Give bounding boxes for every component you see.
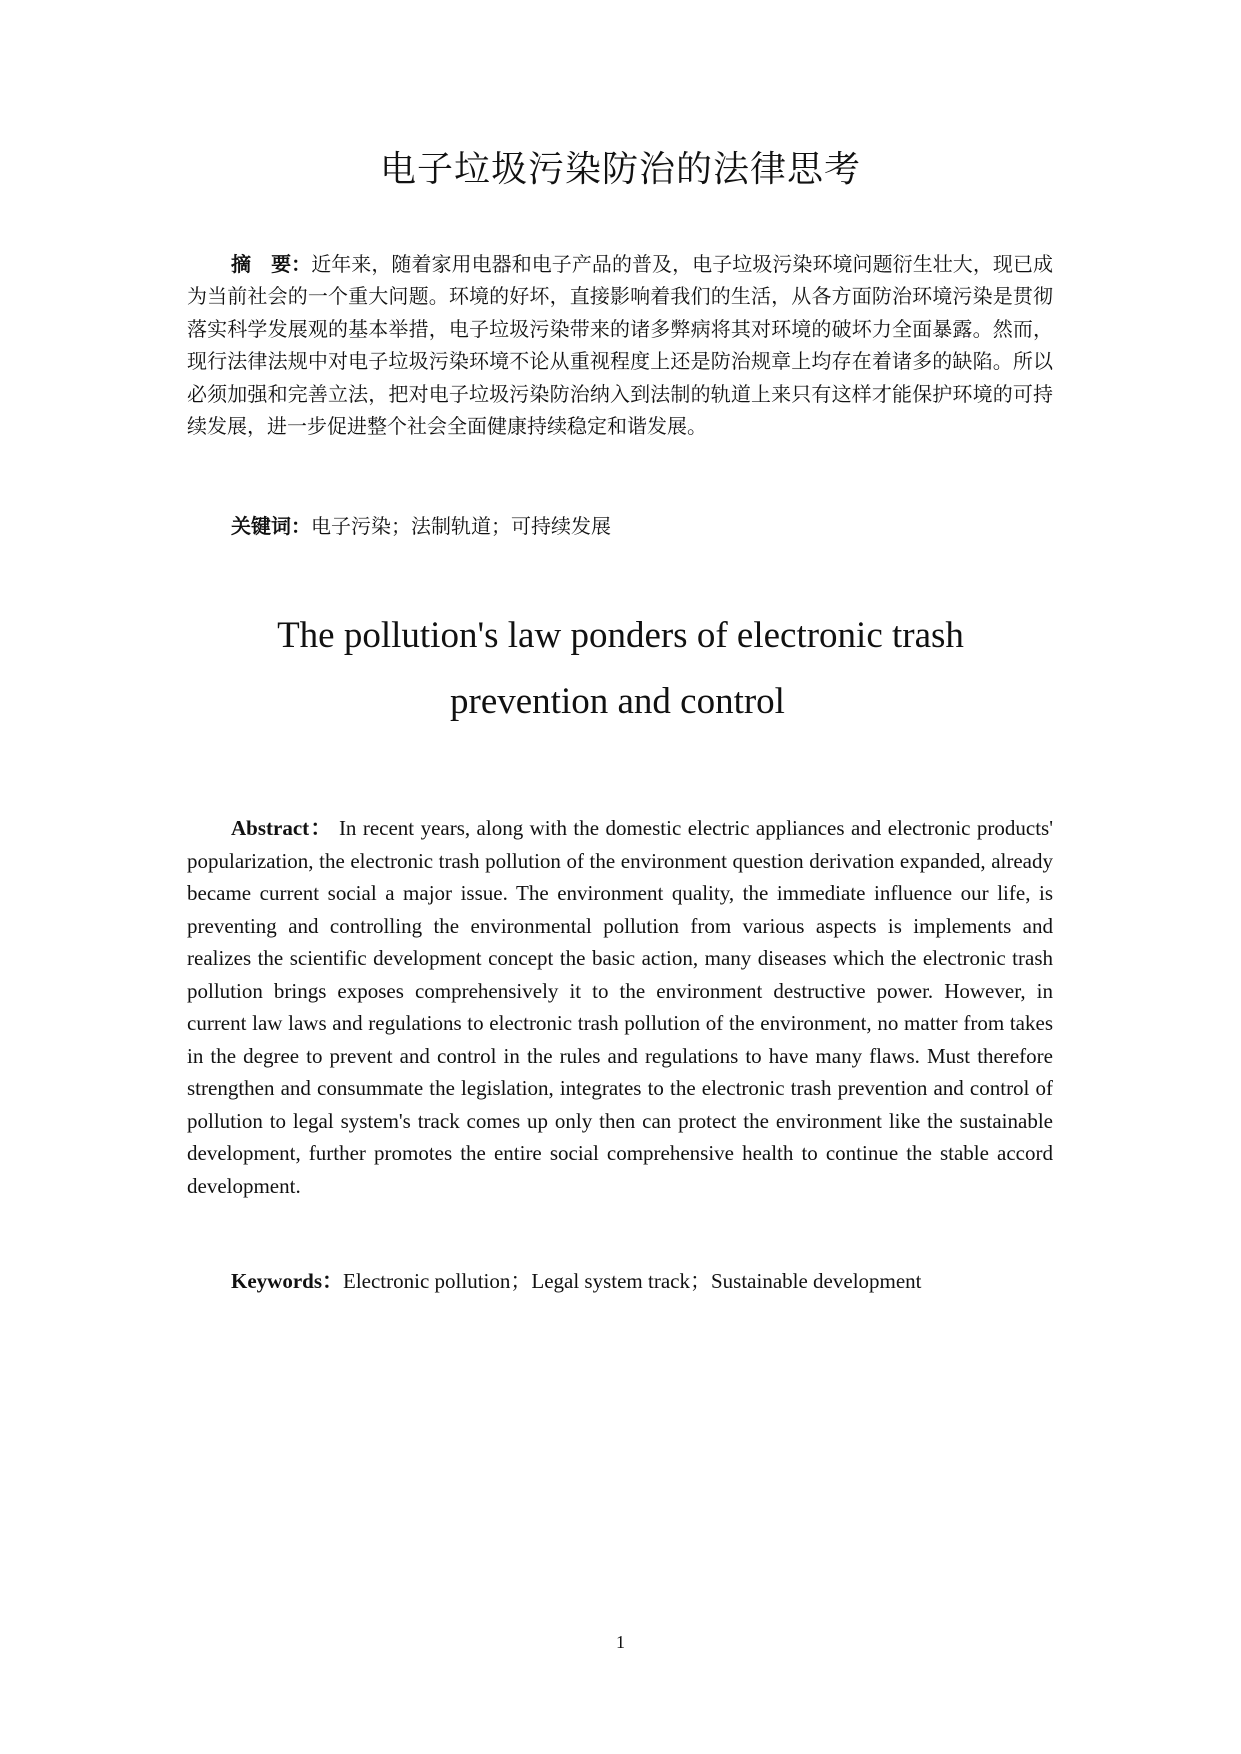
english-keywords-label: Keywords： xyxy=(231,1269,343,1293)
chinese-abstract-label: 摘 要： xyxy=(231,252,312,276)
english-keywords-text: Electronic pollution；Legal system track；Sustainable development xyxy=(343,1269,922,1293)
english-abstract-label: Abstract： xyxy=(231,816,333,840)
english-abstract xyxy=(187,812,1053,1202)
english-abstract-text: In recent years, along with the domestic electric appliances and electronic products' popularization, the electronic trash pollution of the environment question derivation expanded, already became current social a major issue. The environment quality, the immediate influence our life, is preventing and controlling the environmental pollution from various aspects is implements and realizes the scientific development concept the basic action, many diseases which the electronic trash pollution brings exposes comprehensively it to the environment destructive power. However, in current law laws and regulations to electronic trash pollution of the environment, no matter from takes in the degree to prevent and control in the rules and regulations to have many flaws. Must therefore strengthen and consummate the legislation, integrates to the electronic trash prevention and control of pollution to legal system's track comes up only then can protect the environment like the sustainable development, further promotes the entire social comprehensive health to continue the stable accord development. xyxy=(187,816,1054,1198)
chinese-keywords-text: 电子污染；法制轨道；可持续发展 xyxy=(311,514,611,538)
english-title-line-1: The pollution's law ponders of electronic trash xyxy=(277,615,964,656)
english-title xyxy=(0,603,1241,735)
chinese-abstract-text: 近年来，随着家用电器和电子产品的普及，电子垃圾污染环境问题衍生壮大，现已成为当前社会的一个重大问题。环境的好坏，直接影响着我们的生活，从各方面防治环境污染是贯彻落实科学发展观的基本举措，电子垃圾污染带来的诸多弊病将其对环境的破坏力全面暴露。然而，现行法律法规中对电子垃圾污染环境不论从重视程度上还是防治规章上均存在着诸多的缺陷。所以必须加强和完善立法，把对电子垃圾污染防治纳入到法制的轨道上来只有这样才能保护环境的可持续发展，进一步促进整个社会全面健康持续稳定和谐发展。 xyxy=(187,252,1054,439)
chinese-keywords-label: 关键词： xyxy=(231,514,311,538)
chinese-keywords xyxy=(231,510,611,542)
chinese-abstract xyxy=(187,248,1053,442)
page-number: 1 xyxy=(616,1632,625,1652)
chinese-title: 电子垃圾污染防治的法律思考 xyxy=(379,149,861,190)
english-keywords xyxy=(231,1265,922,1297)
english-title-line-2: prevention and control xyxy=(450,681,785,722)
